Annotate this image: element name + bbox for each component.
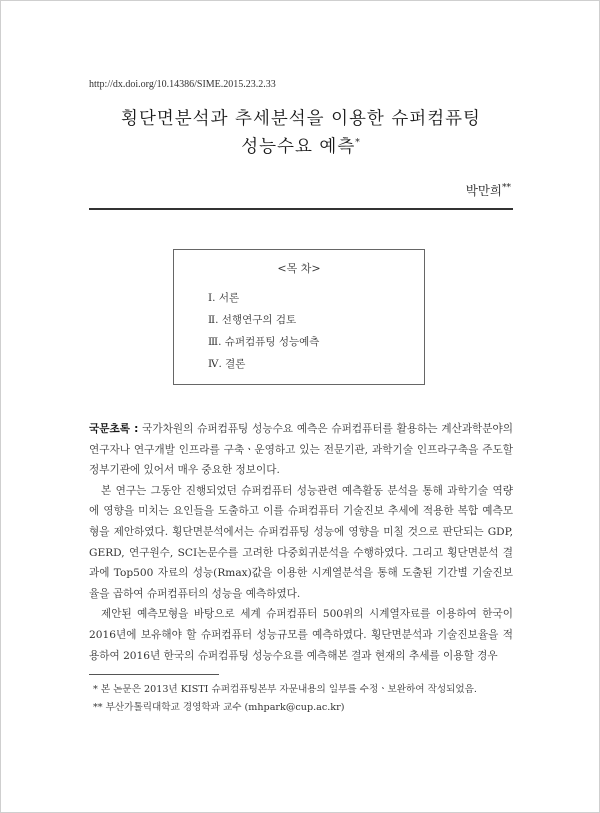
toc-item-conclusion: Ⅳ. 결론 <box>208 358 246 370</box>
header-divider <box>89 208 513 210</box>
footnote-divider <box>89 674 219 675</box>
footnote-acknowledgement: * 본 논문은 2013년 KISTI 슈퍼컴퓨팅본부 자문내용의 일부를 수정ㆍ보완하여 작성되었음. <box>93 684 477 695</box>
toc-item-performance-forecast: Ⅲ. 슈퍼컴퓨팅 성능예측 <box>208 336 320 348</box>
paper-title-text: 성능수요 예측 <box>241 137 356 157</box>
paper-title-line-2 <box>89 133 513 158</box>
title-footnote-marker: * <box>355 138 361 149</box>
toc-item-introduction: Ⅰ. 서론 <box>208 292 240 304</box>
abstract-paragraph-text: 국가차원의 슈퍼컴퓨팅 성능수요 예측은 슈퍼컴퓨터를 활용하는 계산과학분야의 연구자나 연구개발 인프라를 구축ㆍ운영하고 있는 전문기관, 과학기술 인프라구축을 주도할 정부기관에 있어서 매우 중요한 정보이다. <box>89 423 513 477</box>
author-footnote-marker: ** <box>502 182 511 193</box>
footnote-author-affiliation: ** 부산가톨릭대학교 경영학과 교수 (mhpark@cup.ac.kr) <box>93 702 345 713</box>
toc-heading: <목 차> <box>277 262 321 275</box>
doi-link[interactable]: http://dx.doi.org/10.14386/SIME.2015.23.2.33 <box>89 79 276 90</box>
abstract-paragraph: 본 연구는 그동안 진행되었던 슈퍼컴퓨터 성능관련 예측활동 분석을 통해 과학기술 역량에 영향을 미치는 요인들을 도출하고 이를 슈퍼컴퓨터 기술진보 추세에 적용한 복합 예측모형을 제안하였다. 횡단면분석에서는 슈퍼컴퓨팅 성능에 영향을 미칠 것으로 판단되는 GDP, GERD, 연구원수, SCI논문수를 고려한 다중회귀분석을 수행하였다. 그리고 횡단면분석 결과에 Top500 자료의 성능(Rmax)값을 이용한 시계열분석을 통해 도출된 기간별 기술진보율을 곱하여 슈퍼컴퓨터의 성능을 예측하였다. <box>89 484 513 600</box>
abstract-label: 국문초록 : <box>89 423 139 435</box>
abstract-paragraph: 제안된 예측모형을 바탕으로 세계 슈퍼컴퓨터 500위의 시계열자료를 이용하여 한국이 2016년에 보유해야 할 슈퍼컴퓨터 성능규모를 예측하였다. 횡단면분석과 기술진보율을 적용하여 2016년 한국의 슈퍼컴퓨팅 성능수요를 예측해본 결과 현재의 추세를 이용할 경우 <box>89 608 513 662</box>
table-of-contents <box>173 249 425 385</box>
korean-abstract <box>89 419 513 666</box>
toc-item-literature-review: Ⅱ. 선행연구의 검토 <box>208 314 297 326</box>
author-name <box>466 181 511 199</box>
author-name-text: 박만희 <box>465 183 502 198</box>
paper-title-line-1: 횡단면분석과 추세분석을 이용한 슈퍼컴퓨팅 <box>121 109 481 129</box>
abstract-paragraph <box>89 419 513 481</box>
